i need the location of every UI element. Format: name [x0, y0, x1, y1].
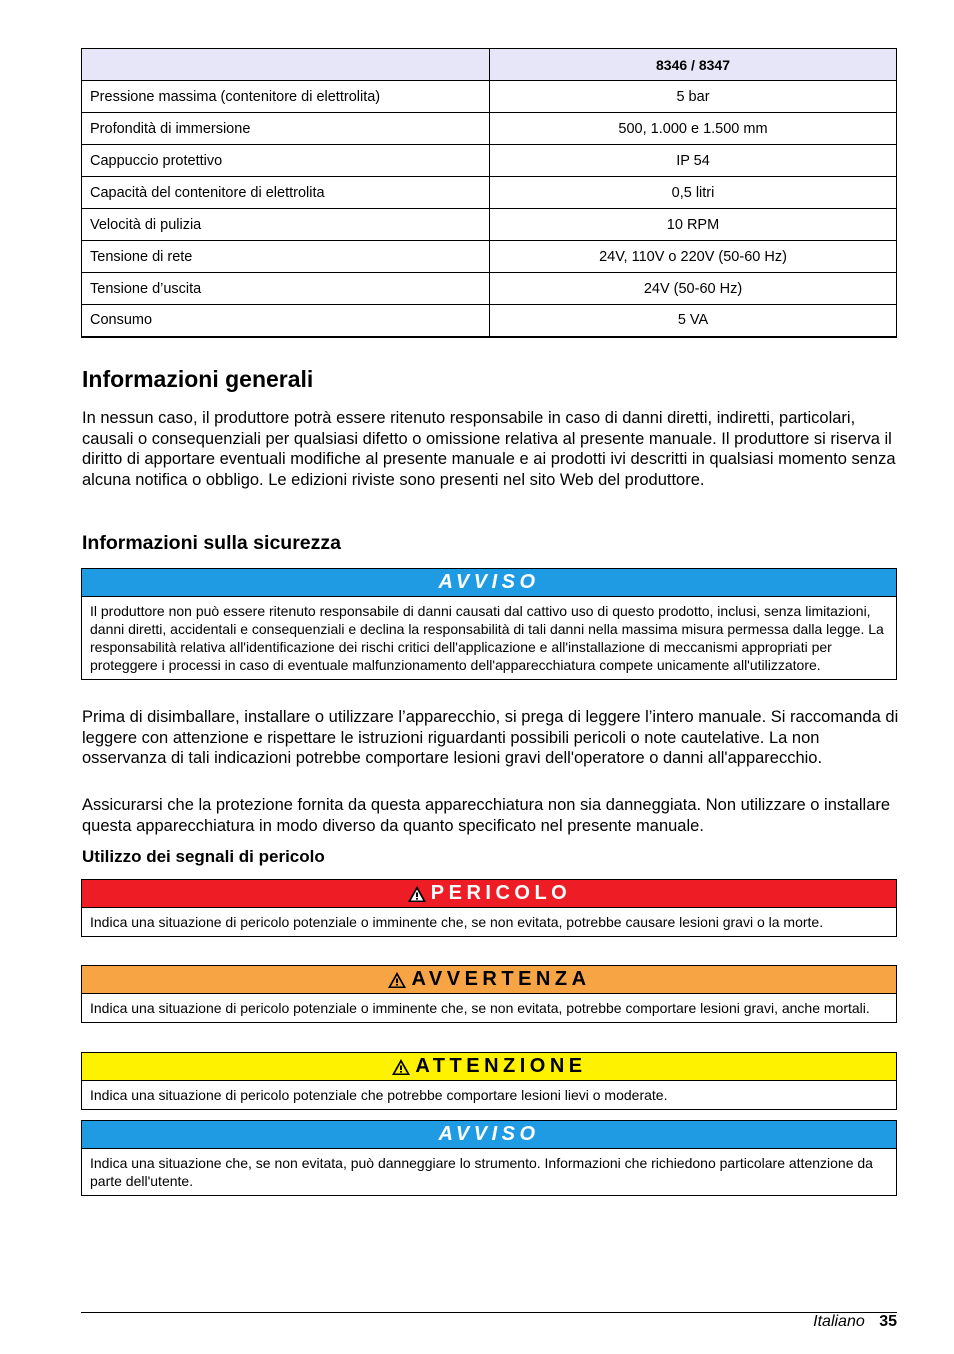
notice-box-hazard — [81, 1120, 897, 1196]
table-cell-value: 500, 1.000 e 1.500 mm — [490, 113, 897, 145]
table-row — [82, 305, 897, 337]
table-cell-label: Tensione d’uscita — [82, 273, 490, 305]
table-cell-value: 0,5 litri — [490, 177, 897, 209]
section-title-general: Informazioni generali — [82, 366, 314, 392]
table-cell-value: 5 VA — [490, 305, 897, 337]
table-header-model: 8346 / 8347 — [490, 49, 897, 81]
page-footer — [813, 1313, 897, 1331]
table-cell-label: Capacità del contenitore di elettrolita — [82, 177, 490, 209]
table-cell-value: 24V (50-60 Hz) — [490, 273, 897, 305]
warning-header — [82, 966, 896, 994]
notice-header: AVVISO — [82, 1121, 896, 1149]
notice-box-safety — [81, 568, 897, 680]
footer-language: Italiano — [813, 1313, 865, 1330]
notice-text: Il produttore non può essere ritenuto responsabile di danni causati dal cattivo uso di questo prodotto, inclusi, senza limitazioni, danni diretti, accidentali e consequenziali e declina la responsabilità di tali danni nella massima misura permessa dalla legge. La responsabilità relativa all'identificazione dei rischi critici dell'applicazione e all'installazione di meccanismi appropriati per proteggere i processi in caso di eventuale malfunzionamento dell'apparecchiatura compete unicamente all'utilizzatore. — [90, 603, 884, 673]
danger-label: PERICOLO — [430, 882, 572, 904]
table-cell-label: Pressione massima (contenitore di elettrolita) — [82, 81, 490, 113]
table-header-empty — [82, 49, 490, 81]
warning-text: Indica una situazione di pericolo potenziale o imminente che, se non evitata, potrebbe comportare lesioni gravi, anche mortali. — [90, 1000, 870, 1016]
safety-paragraph-1: Prima di disimballare, installare o utilizzare l’apparecchio, si prega di leggere l’intero manuale. Si raccomanda di leggere con attenzione e rispettare le istruzioni riguardanti possibili pericoli o note cautelative. La non osservanza di tali indicazioni potrebbe comportare lesioni gravi dell'operatore o danni all'apparecchio. — [82, 708, 899, 767]
table-row — [82, 177, 897, 209]
table-row — [82, 81, 897, 113]
section-title-hazard: Utilizzo dei segnali di pericolo — [82, 847, 325, 866]
table-row — [82, 113, 897, 145]
warning-box — [81, 965, 897, 1023]
table-header-row — [82, 49, 897, 81]
table-cell-value: IP 54 — [490, 145, 897, 177]
table-row — [82, 241, 897, 273]
table-cell-label: Cappuccio protettivo — [82, 145, 490, 177]
table-cell-label: Velocità di pulizia — [82, 209, 490, 241]
caution-box — [81, 1052, 897, 1110]
table-cell-label: Consumo — [82, 305, 490, 337]
table-cell-label: Profondità di immersione — [82, 113, 490, 145]
danger-header — [82, 880, 896, 908]
warning-triangle-icon — [391, 1058, 411, 1076]
table-row — [82, 209, 897, 241]
spec-table — [81, 48, 897, 338]
footer-divider — [81, 1312, 897, 1313]
caution-text: Indica una situazione di pericolo potenziale che potrebbe comportare lesioni lievi o moderate. — [90, 1087, 668, 1103]
danger-box — [81, 879, 897, 937]
page-number: 35 — [879, 1313, 897, 1330]
table-cell-value: 5 bar — [490, 81, 897, 113]
table-cell-value: 24V, 110V o 220V (50-60 Hz) — [490, 241, 897, 273]
safety-paragraph-2: Assicurarsi che la protezione fornita da questa apparecchiatura non sia danneggiata. Non utilizzare o installare questa apparecchiatura in modo diverso da quanto specificato nel presente manuale. — [82, 796, 891, 835]
notice-text: Indica una situazione che, se non evitata, può danneggiare lo strumento. Informazioni che richiedono particolare attenzione da parte dell'utente. — [90, 1155, 873, 1189]
general-paragraph: In nessun caso, il produttore potrà essere ritenuto responsabile in caso di danni diretti, indiretti, particolari, causali o consequenziali per qualsiasi difetto o omissione relativa al presente manuale. Il produttore si riserva il diritto di apportare eventuali modifiche al presente manuale e ai prodotti ivi descritti in qualsiasi momento senza alcuna notifica o obbligo. Le edizioni riviste sono presenti nel sito Web del produttore. — [82, 409, 896, 489]
danger-text: Indica una situazione di pericolo potenziale o imminente che, se non evitata, potrebbe causare lesioni gravi o la morte. — [90, 914, 824, 930]
section-title-safety: Informazioni sulla sicurezza — [82, 532, 341, 554]
table-row — [82, 145, 897, 177]
warning-label: AVVERTENZA — [411, 968, 591, 990]
warning-triangle-icon — [387, 971, 407, 989]
table-cell-value: 10 RPM — [490, 209, 897, 241]
caution-header — [82, 1053, 896, 1081]
warning-triangle-icon — [407, 885, 427, 903]
caution-label: ATTENZIONE — [415, 1055, 587, 1077]
table-cell-label: Tensione di rete — [82, 241, 490, 273]
table-row — [82, 273, 897, 305]
notice-header: AVVISO — [82, 569, 896, 597]
